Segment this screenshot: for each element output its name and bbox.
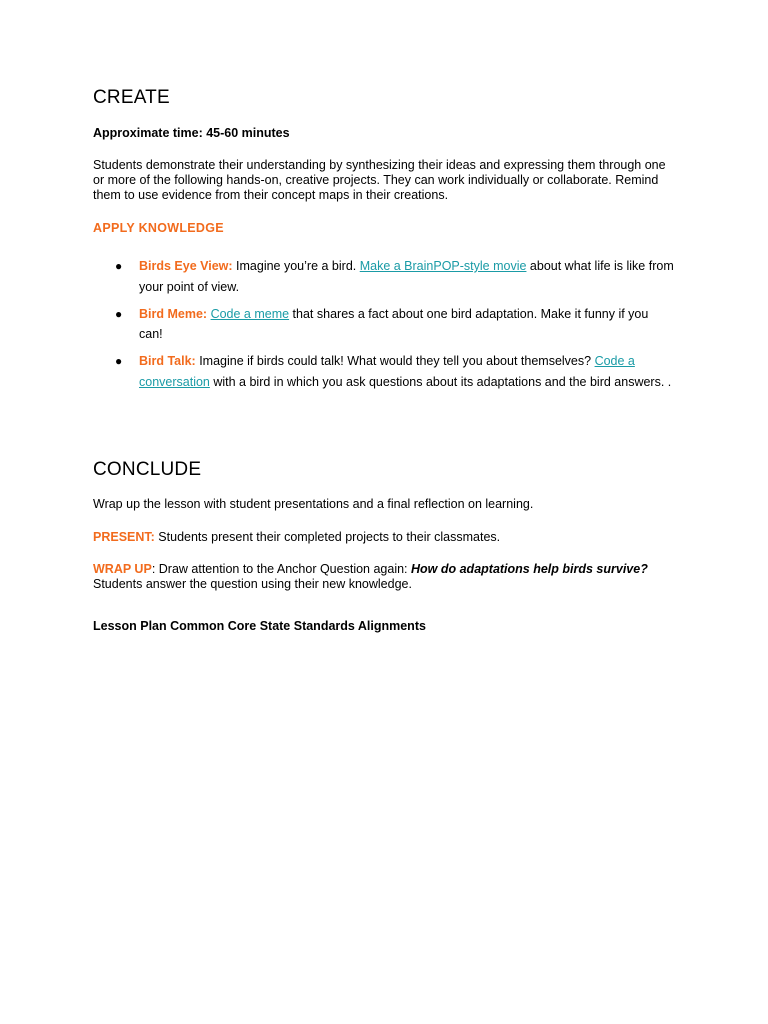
item-label: Bird Talk: [139,354,196,368]
item-text-pre: Imagine if birds could talk! What would they tell you about themselves? [195,354,595,368]
standards-heading: Lesson Plan Common Core State Standards Alignments [93,619,426,633]
present-label: PRESENT: [93,530,155,544]
item-text-post: with a bird in which you ask questions about its adaptations and the bird answers. . [209,374,672,389]
bullet-icon: ● [115,354,123,368]
list-item-bird-talk [93,351,675,392]
item-text-post: that shares a fact about one bird adaptation. Make it funny if you can! [139,306,649,341]
list-item-birds-eye-view [93,256,675,297]
create-heading: CREATE [93,87,170,108]
code-conversation-link[interactable]: Code a conversation [139,354,635,389]
create-intro: Students demonstrate their understanding by synthesizing their ideas and expressing them through one or more of the following hands-on, creative projects. They can work individually or collaborate. Remind them to use evidence from their concept maps in their creations. [93,158,666,203]
present-paragraph [93,530,678,545]
apply-knowledge-heading: APPLY KNOWLEDGE [93,221,224,235]
conclude-heading: CONCLUDE [93,459,202,480]
present-text: Students present their completed projects to their classmates. [154,530,501,544]
wrap-up-label: WRAP UP [93,562,152,576]
item-text-post: about what life is like from your point of view. [139,259,674,294]
item-text-pre: Imagine you’re a bird. [232,259,360,273]
approximate-time: Approximate time: 45-60 minutes [93,126,290,140]
bullet-icon: ● [115,306,123,321]
wrap-up-paragraph [93,562,678,592]
wrap-up-text: : Draw attention to the Anchor Question again: [151,562,411,576]
code-meme-link[interactable]: Code a meme [210,306,290,321]
project-list [93,256,683,399]
item-label: Bird Meme: [139,306,208,321]
conclude-intro: Wrap up the lesson with student presentations and a final reflection on learning. [93,497,534,511]
wrap-up-after: Students answer the question using their new knowledge. [93,577,412,592]
anchor-question: How do adaptations help birds survive? [411,562,648,576]
bullet-icon: ● [115,259,123,273]
brainpop-movie-link[interactable]: Make a BrainPOP-style movie [359,259,527,273]
list-item-bird-meme [93,304,675,345]
item-label: Birds Eye View: [139,259,233,273]
